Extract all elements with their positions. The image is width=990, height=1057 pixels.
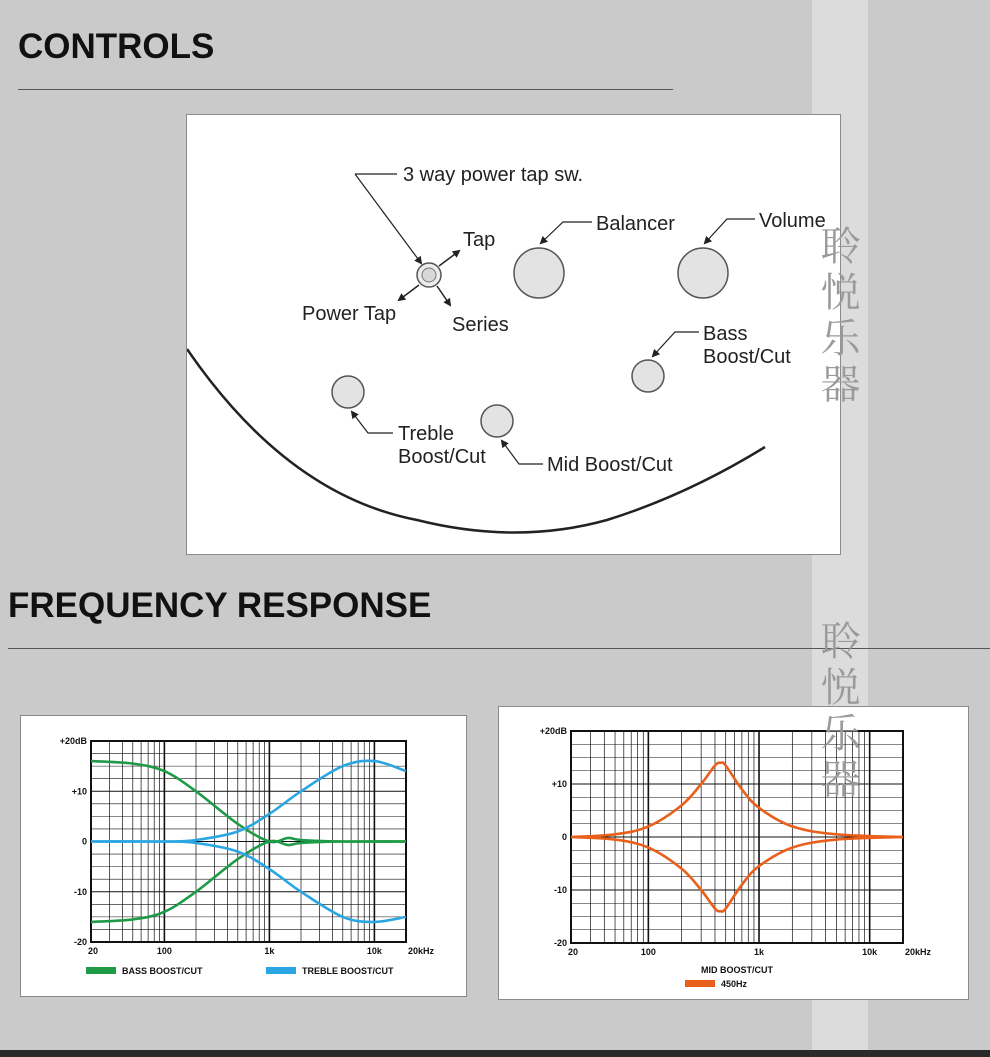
- x-tick-label: 20: [87, 946, 99, 956]
- controls-title: CONTROLS: [18, 27, 215, 66]
- controls-divider: [18, 89, 673, 90]
- mid-chart: [499, 707, 968, 999]
- treble-leader: [352, 412, 393, 433]
- x-tick-label: 10k: [366, 946, 382, 956]
- legend-title: MID BOOST/CUT: [701, 965, 773, 975]
- x-tick-label: 1k: [264, 946, 275, 956]
- x-tick-label: 100: [640, 947, 656, 957]
- power-tap-label: Power Tap: [302, 303, 397, 325]
- x-tick-label: 10k: [862, 947, 878, 957]
- y-tick-label: +10: [551, 779, 567, 789]
- switch-label: 3 way power tap sw.: [403, 164, 584, 186]
- treble-label-line2: Boost/Cut: [398, 446, 486, 468]
- treble-knob: [332, 376, 364, 408]
- volume-label: Volume: [759, 210, 826, 232]
- legend-label: TREBLE BOOST/CUT: [302, 966, 394, 976]
- y-tick-label: -20: [73, 937, 87, 947]
- mid-knob: [481, 405, 513, 437]
- power-tap-switch: [417, 263, 441, 287]
- watermark-text-upper: 聆悦乐器: [814, 225, 860, 409]
- treble-label-line1: Treble: [398, 423, 454, 445]
- legend-swatch: [685, 980, 715, 987]
- tap-arrow: [439, 251, 459, 266]
- watermark-text-lower: 聆悦乐器: [814, 620, 860, 804]
- series-arrow: [437, 286, 450, 305]
- y-tick-label: +10: [71, 786, 87, 797]
- bottom-band: [0, 1050, 990, 1057]
- controls-diagram: [186, 114, 841, 555]
- y-tick-label: -20: [553, 938, 567, 948]
- volume-leader: [705, 219, 755, 243]
- y-tick-label: +20dB: [59, 736, 87, 746]
- balancer-leader: [541, 222, 592, 243]
- x-tick-label: 20: [567, 947, 579, 957]
- x-tick-label: 1k: [754, 947, 765, 957]
- bass-treble-chart: [21, 716, 466, 996]
- frequency-title: FREQUENCY RESPONSE: [8, 586, 432, 625]
- y-tick-label: +20dB: [539, 726, 567, 736]
- mid-chart-panel: [498, 706, 969, 1000]
- y-tick-label: -10: [553, 885, 567, 895]
- legend-label: BASS BOOST/CUT: [122, 966, 203, 976]
- mid-leader: [502, 441, 543, 464]
- y-tick-label: 0: [561, 832, 567, 842]
- x-tick-label: 20kHz: [408, 946, 435, 956]
- power-tap-arrow: [399, 285, 419, 300]
- series-line-1: [571, 837, 903, 912]
- bass-knob: [632, 360, 664, 392]
- balancer-knob: [514, 248, 564, 298]
- series-line-1: [91, 841, 406, 922]
- y-tick-label: 0: [81, 836, 87, 847]
- balancer-label: Balancer: [596, 213, 675, 235]
- legend-swatch: [86, 967, 116, 974]
- series-line-0: [91, 761, 406, 842]
- bass-leader: [653, 332, 699, 356]
- body-outline: [187, 349, 765, 533]
- bass-label-line2: Boost/Cut: [703, 346, 791, 368]
- controls-diagram-svg: [187, 115, 840, 554]
- mid-label: Mid Boost/Cut: [547, 454, 673, 476]
- legend-label: 450Hz: [721, 979, 748, 989]
- bass-treble-chart-panel: [20, 715, 467, 997]
- legend-swatch: [266, 967, 296, 974]
- x-tick-label: 100: [156, 946, 172, 956]
- tap-label: Tap: [463, 229, 496, 251]
- volume-knob: [678, 248, 728, 298]
- bass-label-line1: Bass: [703, 323, 748, 345]
- x-tick-label: 20kHz: [905, 947, 932, 957]
- switch-arrow: [355, 174, 421, 263]
- series-label: Series: [452, 314, 509, 336]
- y-tick-label: -10: [73, 886, 87, 897]
